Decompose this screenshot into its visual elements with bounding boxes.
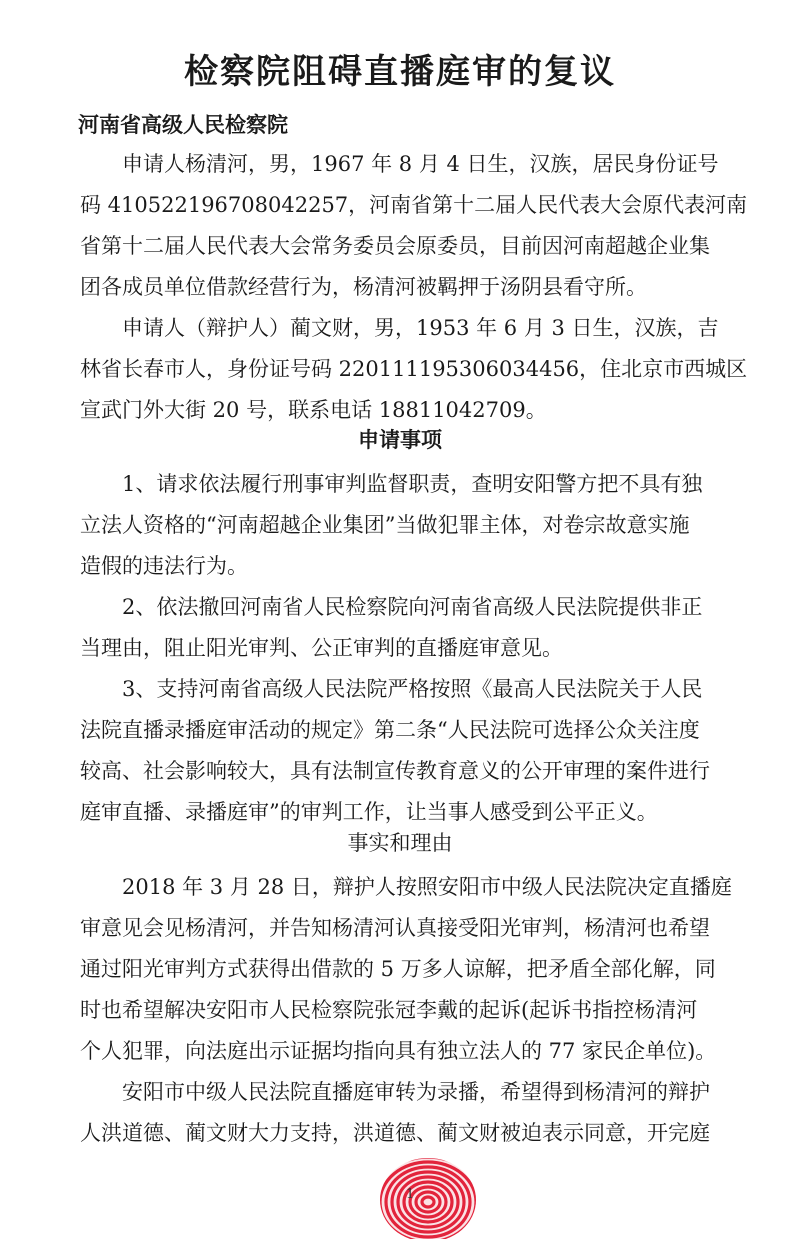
fact-line: 人洪道德、蔺文财大力支持，洪道德、蔺文财被迫表示同意，开完庭 (80, 1121, 710, 1145)
request-line: 当理由，阻止阳光审判、公正审判的直播庭审意见。 (80, 636, 563, 660)
request-line: 立法人资格的“河南超越企业集团”当做犯罪主体，对卷宗故意实施 (80, 513, 690, 537)
fact-line: 通过阳光审判方式获得出借款的 5 万多人谅解，把矛盾全部化解，同 (80, 957, 716, 981)
requests-heading: 申请事项 (358, 427, 442, 452)
intro-line: 团各成员单位借款经营行为，杨清河被羁押于汤阴县看守所。 (80, 275, 647, 299)
request-line: 较高、社会影响较大，具有法制宣传教育意义的公开审理的案件进行 (80, 759, 710, 783)
page-number: 1 (406, 1187, 415, 1202)
fingerprint-seal-icon (372, 1138, 482, 1239)
request-line: 庭审直播、录播庭审”的审判工作，让当事人感受到公平正义。 (80, 800, 658, 824)
intro-line: 码 410522196708042257，河南省第十二届人民代表大会原代表河南 (80, 193, 748, 217)
intro-line: 省第十二届人民代表大会常务委员会原委员，目前因河南超越企业集 (80, 234, 710, 258)
fact-line: 个人犯罪，向法庭出示证据均指向具有独立法人的 77 家民企单位)。 (80, 1039, 717, 1063)
request-line: 造假的违法行为。 (80, 554, 248, 578)
intro-line: 申请人杨清河，男，1967 年 8 月 4 日生，汉族，居民身份证号 (122, 152, 719, 176)
fact-line: 安阳市中级人民法院直播庭审转为录播，希望得到杨清河的辩护 (122, 1080, 710, 1104)
addressee: 河南省高级人民检察院 (78, 112, 288, 137)
fact-line: 2018 年 3 月 28 日，辩护人按照安阳市中级人民法院决定直播庭 (122, 875, 732, 899)
fact-line: 审意见会见杨清河，并告知杨清河认真接受阳光审判，杨清河也希望 (80, 916, 710, 940)
facts-heading: 事实和理由 (347, 831, 453, 855)
request-line: 1、请求依法履行刑事审判监督职责，查明安阳警方把不具有独 (122, 472, 703, 496)
intro-line: 申请人（辩护人）蔺文财，男，1953 年 6 月 3 日生，汉族，吉 (122, 316, 719, 340)
intro-line: 林省长春市人，身份证号码 220111195306034456，住北京市西城区 (80, 357, 748, 381)
request-line: 3、支持河南省高级人民法院严格按照《最高人民法院关于人民 (122, 677, 703, 701)
document-title: 检察院阻碍直播庭审的复议 (184, 52, 616, 92)
request-line: 法院直播录播庭审活动的规定》第二条“人民法院可选择公众关注度 (80, 718, 700, 742)
intro-line: 宣武门外大街 20 号，联系电话 18811042709。 (80, 398, 547, 422)
fact-line: 时也希望解决安阳市人民检察院张冠李戴的起诉(起诉书指控杨清河 (80, 998, 698, 1022)
request-line: 2、依法撤回河南省人民检察院向河南省高级人民法院提供非正 (122, 595, 703, 619)
